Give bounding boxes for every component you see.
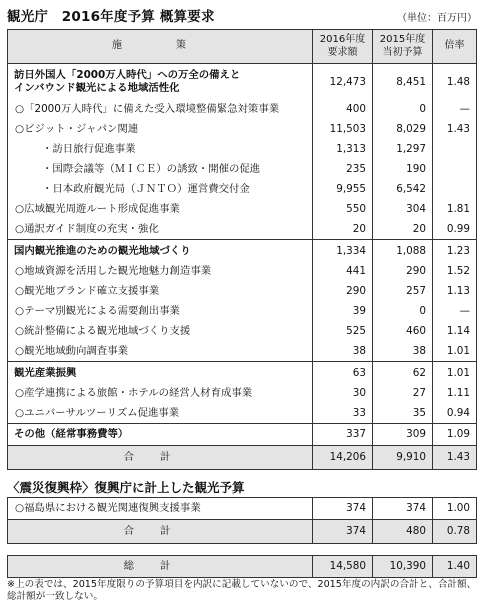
row-label: ○通訳ガイド制度の充実・強化 — [8, 220, 313, 240]
table-row — [8, 498, 477, 520]
row-ratio: 1.11 — [446, 387, 470, 400]
table-row — [8, 100, 477, 120]
table-row — [8, 220, 477, 240]
row-label: ○統計整備による観光地域づくり支援 — [8, 322, 313, 342]
row-initial: 304 — [373, 200, 433, 220]
grand-total-request: 14,580 — [313, 556, 373, 578]
total-initial: 480 — [373, 520, 433, 544]
row-request: 38 — [313, 342, 373, 362]
reconstruction-table — [7, 497, 477, 544]
row-initial: 20 — [373, 220, 433, 240]
row-ratio: 0.94 — [446, 407, 470, 419]
row-label: ○産学連携による旅館・ホテルの経営人材育成事業 — [8, 384, 313, 404]
grand-total-label: 総計 — [8, 556, 313, 578]
row-ratio: — — [459, 103, 470, 116]
row-request: 441 — [313, 262, 373, 282]
table-row — [8, 322, 477, 342]
row-ratio: 1.13 — [446, 285, 470, 298]
row-ratio: 1.01 — [433, 362, 477, 384]
row-label: ○ビジット・ジャパン関連 — [8, 120, 313, 140]
table-row — [8, 384, 477, 404]
row-request: 1,313 — [313, 140, 373, 160]
row-initial: 8,451 — [373, 64, 433, 100]
table-row — [8, 140, 477, 160]
table-row — [8, 362, 477, 384]
row-initial: 460 — [373, 322, 433, 342]
row-label — [8, 64, 313, 100]
table-row — [8, 342, 477, 362]
table-total-row — [8, 520, 477, 544]
row-request: 12,473 — [313, 64, 373, 100]
row-label: 国内観光推進のための観光地域づくり — [8, 240, 313, 262]
total-label: 合計 — [8, 520, 313, 544]
table-row — [8, 200, 477, 220]
row-request: 30 — [313, 384, 373, 404]
total-initial: 9,910 — [373, 446, 433, 470]
row-initial: 6,542 — [373, 180, 433, 200]
row-initial: 190 — [373, 160, 433, 180]
row-label: ・日本政府観光局（ＪＮＴＯ）運営費交付金 — [8, 180, 313, 200]
main-budget-table — [7, 29, 477, 470]
col-header-item: 施 策 — [8, 30, 313, 64]
row-label: その他（経常事務費等） — [8, 424, 313, 446]
row-ratio — [433, 160, 477, 180]
table-row — [8, 424, 477, 446]
row-ratio: 1.00 — [446, 502, 470, 515]
row-request: 33 — [313, 404, 373, 424]
section-title-reconstruction: 〈震災復興枠〉復興庁に計上した観光予算 — [7, 480, 245, 495]
footnote: ※上の表では、2015年度限りの予算項目を内訳に記載していないので、2015年度の内訳の合計と、合計額、総計額が一致しない。 — [7, 579, 477, 602]
row-initial: 290 — [373, 262, 433, 282]
row-initial: 62 — [373, 362, 433, 384]
row-label: 観光産業振興 — [8, 362, 313, 384]
total-label: 合計 — [8, 446, 313, 470]
row-request: 11,503 — [313, 120, 373, 140]
row-ratio — [433, 140, 477, 160]
row-request: 235 — [313, 160, 373, 180]
col-header-initial-line2: 当初予算 — [382, 46, 423, 58]
row-label: ・国際会議等（ＭＩＣＥ）の誘致・開催の促進 — [8, 160, 313, 180]
table-row — [8, 240, 477, 262]
grand-total-row — [8, 556, 477, 578]
grand-total-ratio: 1.40 — [433, 556, 477, 578]
total-ratio: 0.78 — [433, 520, 477, 544]
col-header-initial-line1: 2015年度 — [379, 34, 426, 45]
row-label: ○広域観光周遊ルート形成促進事業 — [8, 200, 313, 220]
col-header-request — [313, 30, 373, 64]
table-row — [8, 160, 477, 180]
row-ratio: 1.23 — [433, 240, 477, 262]
total-request: 374 — [313, 520, 373, 544]
row-label: ○テーマ別観光による需要創出事業 — [8, 302, 313, 322]
row-ratio: 1.14 — [446, 325, 470, 338]
row-ratio: — — [459, 305, 470, 318]
row-request: 1,334 — [313, 240, 373, 262]
row-initial: 0 — [373, 302, 433, 322]
row-request: 63 — [313, 362, 373, 384]
table-row — [8, 180, 477, 200]
row-label: ○ユニバーサルツーリズム促進事業 — [8, 404, 313, 424]
row-request: 525 — [313, 322, 373, 342]
table-row — [8, 282, 477, 302]
row-request: 374 — [313, 498, 373, 520]
row-ratio: 1.81 — [446, 203, 470, 216]
table-total-row — [8, 446, 477, 470]
row-request: 20 — [313, 220, 373, 240]
col-header-ratio: 倍率 — [433, 30, 477, 64]
page-title: 観光庁 2016年度予算 概算要求 — [7, 9, 215, 25]
unit-label: （単位：百万円） — [397, 13, 477, 24]
col-header-request-line2: 要求額 — [327, 46, 358, 58]
row-label: ・訪日旅行促進事業 — [8, 140, 313, 160]
row-initial: 1,088 — [373, 240, 433, 262]
row-ratio: 1.01 — [446, 345, 470, 357]
grand-total-initial: 10,390 — [373, 556, 433, 578]
row-request: 9,955 — [313, 180, 373, 200]
row-request: 337 — [313, 424, 373, 446]
row-initial: 27 — [373, 384, 433, 404]
table-row — [8, 302, 477, 322]
table-row — [8, 120, 477, 140]
row-request: 39 — [313, 302, 373, 322]
row-label: ○「2000万人時代」に備えた受入環境整備緊急対策事業 — [8, 100, 313, 120]
col-header-initial — [373, 30, 433, 64]
row-initial: 309 — [373, 424, 433, 446]
row-ratio: 1.48 — [433, 64, 477, 100]
row-initial: 0 — [373, 100, 433, 120]
row-initial: 38 — [373, 342, 433, 362]
total-ratio: 1.43 — [433, 446, 477, 470]
row-ratio: 1.09 — [433, 424, 477, 446]
row-label: ○福島県における観光関連復興支援事業 — [8, 498, 313, 520]
row-initial: 257 — [373, 282, 433, 302]
row-request: 400 — [313, 100, 373, 120]
row-label: ○観光地ブランド確立支援事業 — [8, 282, 313, 302]
row-request: 550 — [313, 200, 373, 220]
row-ratio — [433, 180, 477, 200]
col-header-request-line1: 2016年度 — [319, 34, 366, 45]
row-ratio: 1.52 — [446, 265, 470, 278]
table-row — [8, 262, 477, 282]
row-initial: 1,297 — [373, 140, 433, 160]
row-ratio: 1.43 — [446, 123, 470, 136]
row-initial: 8,029 — [373, 120, 433, 140]
row-label: ○地域資源を活用した観光地魅力創造事業 — [8, 262, 313, 282]
row-initial: 35 — [373, 404, 433, 424]
row-ratio: 0.99 — [446, 223, 470, 235]
row-label-line2: インバウンド観光による地域活性化 — [14, 81, 180, 94]
total-request: 14,206 — [313, 446, 373, 470]
table-row — [8, 404, 477, 424]
row-label-line1: 訪日外国人「2000万人時代」への万全の備えと — [14, 69, 241, 82]
table-row — [8, 64, 477, 100]
row-label: ○観光地域動向調査事業 — [8, 342, 313, 362]
grand-total-table — [7, 555, 477, 578]
page-header — [7, 4, 477, 26]
row-request: 290 — [313, 282, 373, 302]
row-initial: 374 — [373, 498, 433, 520]
table-header-row — [8, 30, 477, 64]
